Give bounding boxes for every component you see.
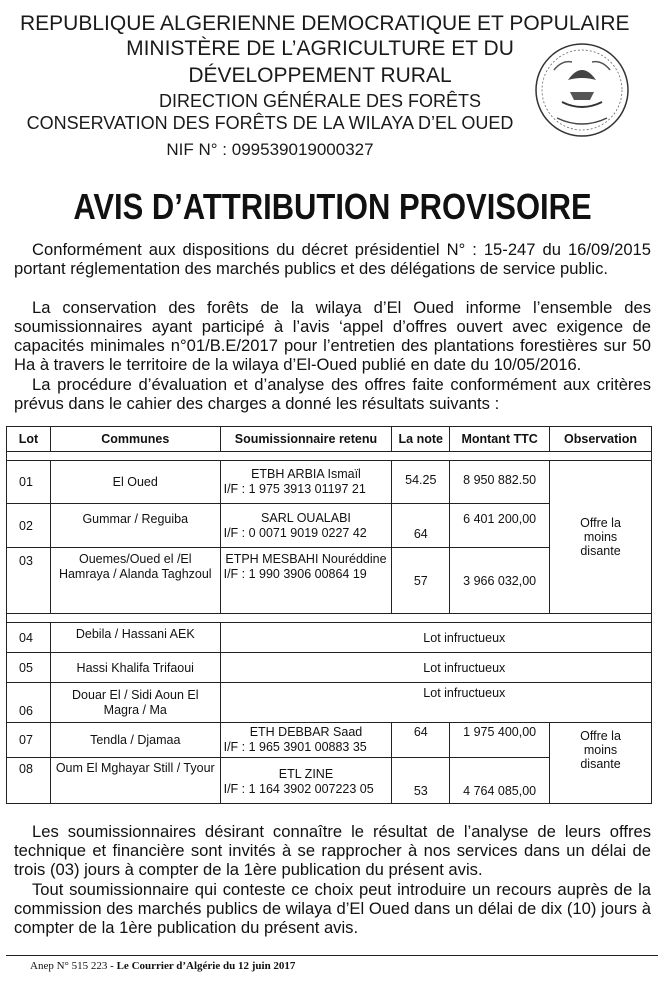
lot-status: Lot infructueux	[220, 623, 651, 653]
observation-cell: Offre la moins disante	[550, 461, 652, 614]
footer-anep: Anep N° 515 223 -	[30, 960, 114, 972]
lot-number: 02	[7, 504, 51, 548]
paragraph-results-info: Les soumissionnaires désirant connaître le résultat de l’analyse de leurs offres technique et financière sont invités à se rapprocher à nos services dans un délai de trois (03) jours à compter de la 1ère publication du présent avis.	[14, 822, 651, 879]
paragraph-inform: La conservation des forêts de la wilaya d’El Oued informe l’ensemble des soumissionnaires ayant participé à l’avis ‘appel d’offres ouvert avec exigence de capacités minimales n°01/B.E/2017 pour l’entretien des plantations forestières sur 50 Ha à travers le territoire de la wilaya d’El-Oued publié en date du 10/05/2016.	[14, 298, 651, 374]
montant: 8 950 882.50	[450, 461, 550, 504]
commune: Douar El / Sidi Aoun El Magra / Ma	[50, 683, 220, 723]
note: 57	[392, 548, 450, 614]
lot-number: 07	[7, 723, 51, 758]
col-observation: Observation	[550, 427, 652, 452]
lot-number: 05	[7, 653, 51, 683]
montant: 3 966 032,00	[450, 548, 550, 614]
lot-number: 01	[7, 461, 51, 504]
lot-number: 08	[7, 758, 51, 804]
header-ministry: MINISTÈRE DE L’AGRICULTURE ET DU	[126, 37, 514, 60]
table-row	[7, 623, 652, 653]
note: 64	[392, 504, 450, 548]
table-row	[7, 653, 652, 683]
table-row	[7, 461, 652, 504]
col-communes: Communes	[50, 427, 220, 452]
lot-status: Lot infructueux	[220, 653, 651, 683]
paragraph-decree: Conformément aux dispositions du décret présidentiel N° : 15-247 du 16/09/2015 portant réglementation des marchés publics et des délégations de service public.	[14, 240, 651, 278]
lot-status: Lot infructueux	[220, 683, 651, 723]
header-direction: DIRECTION GÉNÉRALE DES FORÊTS	[158, 91, 482, 111]
supplier: ETBH ARBIA Ismaïl I/F : 1 975 3913 01197 21	[220, 461, 392, 504]
seal-emblem-icon	[532, 40, 632, 140]
commune: Oum El Mghayar Still / Tyour	[50, 758, 220, 804]
header-republic: REPUBLIQUE ALGERIENNE DEMOCRATIQUE ET POPULAIRE	[20, 12, 630, 35]
montant: 1 975 400,00	[450, 723, 550, 758]
paragraph-procedure: La procédure d’évaluation et d’analyse des offres faite conformément aux critères prévus dans le cahier des charges a donné les résultats suivants :	[14, 375, 651, 413]
results-table	[6, 426, 652, 804]
lot-number: 04	[7, 623, 51, 653]
footer-source: Le Courrier d’Algérie du 12 juin 2017	[116, 960, 296, 972]
commune: Tendla / Djamaa	[50, 723, 220, 758]
note: 64	[392, 723, 450, 758]
col-supplier: Soumissionnaire retenu	[220, 427, 392, 452]
note: 54.25	[392, 461, 450, 504]
supplier: SARL OUALABI I/F : 0 0071 9019 0227 42	[220, 504, 392, 548]
col-lot: Lot	[7, 427, 51, 452]
note: 53	[392, 758, 450, 804]
supplier: ETH DEBBAR Saad I/F : 1 965 3901 00883 35	[220, 723, 392, 758]
lot-number: 06	[7, 683, 51, 723]
commune: Debila / Hassani AEK	[50, 623, 220, 653]
footer-divider	[6, 955, 658, 956]
commune: Hassi Khalifa Trifaoui	[50, 653, 220, 683]
footer	[30, 960, 295, 972]
table-row	[7, 683, 652, 723]
commune: Gummar / Reguiba	[50, 504, 220, 548]
supplier: ETPH MESBAHI Nouréddine I/F : 1 990 3906 00864 19	[220, 548, 392, 614]
header-nif: NIF N° : 099539019000327	[166, 140, 374, 159]
paragraph-appeal: Tout soumissionnaire qui conteste ce choix peut introduire un recours auprès de la commission des marchés publics de wilaya d’El Oued dans un délai de dix (10) jours à compter de la 1ère publication du présent avis.	[14, 880, 651, 937]
col-montant: Montant TTC	[450, 427, 550, 452]
commune: El Oued	[50, 461, 220, 504]
supplier: ETL ZINE I/F : 1 164 3902 007223 05	[220, 758, 392, 804]
table-header-row	[7, 427, 652, 452]
lot-number: 03	[7, 548, 51, 614]
table-row	[7, 723, 652, 758]
page-title: AVIS D’ATTRIBUTION PROVISOIRE	[73, 186, 592, 227]
commune: Ouemes/Oued el /El Hamraya / Alanda Taghzoul	[50, 548, 220, 614]
col-note: La note	[392, 427, 450, 452]
montant: 4 764 085,00	[450, 758, 550, 804]
observation-cell: Offre la moins disante	[550, 723, 652, 804]
header-conservation: CONSERVATION DES FORÊTS DE LA WILAYA D’EL OUED	[26, 113, 514, 133]
header-ministry-2: DÉVELOPPEMENT RURAL	[188, 64, 452, 87]
montant: 6 401 200,00	[450, 504, 550, 548]
